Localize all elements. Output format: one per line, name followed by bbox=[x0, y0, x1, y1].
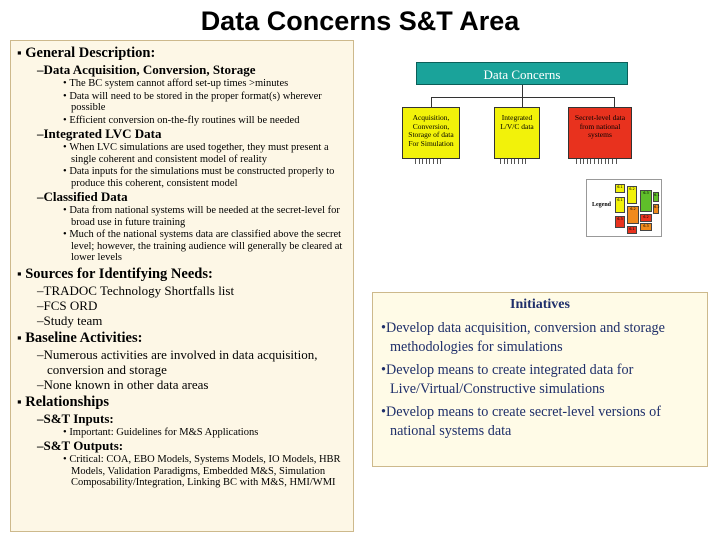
legend-label: Legend bbox=[592, 202, 612, 208]
subsection-heading: – S&T Outputs: bbox=[15, 438, 351, 453]
initiatives-title: Initiatives bbox=[510, 297, 570, 312]
list-item: – FCS ORD bbox=[15, 298, 351, 313]
initiative-item: • Develop means to create integrated data for Live/Virtual/Constructive simulations bbox=[381, 361, 703, 399]
bullet-item: • Critical: COA, EBO Models, Systems Models, IO Models, HBR Models, Validation Paradigms, Embedded M&S, Simulation Composability/Integration, Linking BC with M&S, HMI/WMI bbox=[15, 454, 351, 489]
bullet-item: • The BC system cannot afford set-up times >minutes bbox=[15, 78, 351, 90]
diagram-node-integrated: Integrated L/V/C data bbox=[494, 107, 540, 159]
diagram-root-node: Data Concerns bbox=[416, 62, 628, 85]
bullet-item: • When LVC simulations are used together, they must present a single coherent and consistent model of reality bbox=[15, 142, 351, 165]
page-title: Data Concerns S&T Area bbox=[200, 6, 520, 36]
subnode-ticks bbox=[500, 159, 529, 165]
legend-cell: 6.1 bbox=[615, 197, 625, 213]
legend-cell: 6.1 bbox=[653, 192, 659, 202]
connector-line bbox=[431, 97, 432, 107]
legend-cell: 6.2 bbox=[653, 204, 659, 214]
legend-cell: 6.1 bbox=[615, 184, 625, 193]
bullet-item: • Important: Guidelines for M&S Applications bbox=[15, 427, 351, 439]
legend-cell: 6.3 bbox=[615, 216, 625, 228]
bullet-item: • Much of the national systems data are classified above the secret level; however, the training audience will generally be cleared at lower levels bbox=[15, 229, 351, 264]
initiative-item: • Develop data acquisition, conversion and storage methodologies for simulations bbox=[381, 319, 703, 357]
initiatives-panel bbox=[372, 292, 708, 467]
subnode-ticks bbox=[576, 159, 619, 165]
outline-heading-sources: ▪ Sources for Identifying Needs: bbox=[17, 265, 213, 282]
legend-cell: 6.2 bbox=[627, 206, 639, 224]
diagram-node-secret-level: Secret-level data from national systems bbox=[568, 107, 632, 159]
diagram-legend bbox=[586, 179, 662, 237]
legend-cell: 6.3 bbox=[640, 223, 652, 231]
legend-cell: 6.2 bbox=[627, 186, 637, 204]
outline-panel bbox=[10, 40, 354, 532]
connector-line bbox=[614, 97, 615, 107]
subsection-heading: – S&T Inputs: bbox=[15, 411, 351, 426]
legend-cell: 6.1 bbox=[627, 226, 637, 234]
subsection-heading: – Integrated LVC Data bbox=[15, 126, 351, 141]
subsection-heading: – Classified Data bbox=[15, 189, 351, 204]
legend-cell: 6.3 bbox=[640, 190, 652, 212]
initiative-item: • Develop means to create secret-level versions of national systems data bbox=[381, 403, 703, 441]
list-item: – Study team bbox=[15, 313, 351, 328]
bullet-item: • Data will need to be stored in the proper format(s) wherever possible bbox=[15, 91, 351, 114]
subnode-ticks bbox=[415, 159, 444, 165]
bullet-item: • Data from national systems will be needed at the secret-level for broad use in future training bbox=[15, 205, 351, 228]
outline-heading-general: ▪ General Description: bbox=[17, 45, 156, 61]
list-item: – Numerous activities are involved in data acquisition, conversion and storage bbox=[15, 347, 351, 377]
subsection-heading: – Data Acquisition, Conversion, Storage bbox=[15, 62, 351, 77]
data-concerns-diagram bbox=[380, 55, 680, 245]
diagram-node-acquisition: Acquisition, Conversion, Storage of data For Simulation bbox=[402, 107, 460, 159]
list-item: – TRADOC Technology Shortfalls list bbox=[15, 283, 351, 298]
outline-heading-baseline: ▪ Baseline Activities: bbox=[17, 329, 143, 346]
connector-line bbox=[522, 85, 523, 97]
connector-line bbox=[522, 97, 523, 107]
bullet-item: • Data inputs for the simulations must be constructed properly to produce this coherent, consistent model bbox=[15, 166, 351, 189]
list-item: – None known in other data areas bbox=[15, 377, 351, 392]
outline-heading-relationships: ▪ Relationships bbox=[17, 393, 110, 410]
bullet-item: • Efficient conversion on-the-fly routines will be needed bbox=[15, 115, 351, 127]
legend-cell: 6.2 bbox=[640, 214, 652, 222]
